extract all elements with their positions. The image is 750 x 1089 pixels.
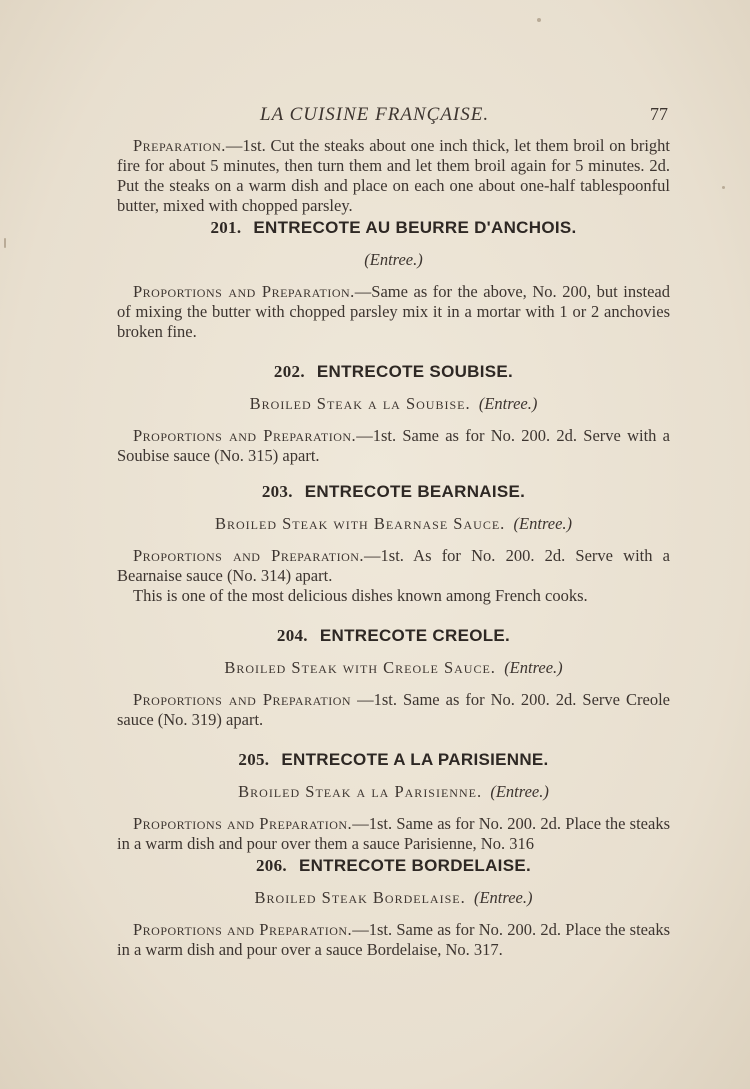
recipe-label: Proportions and Preparation. bbox=[133, 282, 355, 301]
recipe-subtitle-205 bbox=[117, 782, 670, 802]
recipe-text: —1st. Same as for No. 200. 2d. Place the steaks in a warm dish and pour over them a sauce Parisienne, No. 316 bbox=[117, 814, 671, 853]
recipe-label: Proportions and Preparation. bbox=[133, 426, 357, 445]
recipe-heading-205 bbox=[117, 750, 670, 770]
recipe-category: (Entree.) bbox=[478, 394, 538, 413]
recipe-body-204 bbox=[117, 690, 670, 730]
recipe-body-202 bbox=[117, 426, 670, 466]
recipe-label: Proportions and Preparation. bbox=[133, 814, 353, 833]
recipe-heading-204 bbox=[117, 626, 670, 646]
recipe-subtitle: Broiled Steak with Bearnase Sauce. bbox=[214, 514, 506, 533]
recipe-category: (Entree.) bbox=[473, 888, 533, 907]
paper-speck bbox=[4, 238, 6, 248]
recipe-subtitle-201 bbox=[117, 250, 670, 270]
recipe-category: (Entree.) bbox=[504, 658, 563, 677]
recipe-text: —Same as for the above, No. 200, but instead of mixing the butter with chopped parsley mix it in a mortar with 1 or 2 anchovies broken fine. bbox=[117, 282, 671, 341]
recipe-label: Proportions and Preparation bbox=[133, 690, 352, 709]
running-title: LA CUISINE FRANÇAISE. bbox=[260, 104, 490, 125]
recipe-note-203: This is one of the most delicious dishes known among French cooks. bbox=[133, 586, 588, 605]
recipe-subtitle: Broiled Steak a la Parisienne. bbox=[238, 782, 483, 801]
recipe-body-201 bbox=[117, 282, 670, 342]
recipe-number: 203. bbox=[261, 482, 293, 501]
recipe-text: —1st. Same as for No. 200. 2d. Place the steaks in a warm dish and pour over a sauce Bordelaise, No. 317. bbox=[117, 920, 671, 959]
recipe-heading-206 bbox=[117, 856, 670, 876]
intro-label: Preparation. bbox=[133, 136, 226, 155]
recipe-number: 205. bbox=[238, 750, 270, 769]
recipe-title: ENTRECOTE BORDELAISE. bbox=[298, 856, 531, 875]
recipe-body-203 bbox=[117, 546, 670, 586]
intro-text: —1st. Cut the steaks about one inch thick, let them broil on bright fire for about 5 minutes, then turn them and let them broil again for 5 minutes. 2d. Put the steaks on a warm dish and place on each one about one-half tablespoonful butter, mixed with chopped parsley. bbox=[117, 136, 670, 215]
intro-paragraph bbox=[117, 136, 670, 216]
recipe-number: 206. bbox=[256, 856, 287, 875]
page-number: 77 bbox=[650, 104, 668, 124]
recipe-category: (Entree.) bbox=[490, 782, 549, 801]
recipe-text: —1st. Same as for No. 200. 2d. Serve Creole sauce (No. 319) apart. bbox=[117, 690, 670, 729]
recipe-subtitle: Broiled Steak a la Soubise. bbox=[249, 394, 471, 413]
recipe-body-205 bbox=[117, 814, 670, 854]
recipe-title: ENTRECOTE AU BEURRE D'ANCHOIS. bbox=[253, 218, 577, 237]
recipe-text: —1st. As for No. 200. 2d. Serve with a Bearnaise sauce (No. 314) apart. bbox=[117, 546, 670, 585]
recipe-label: Proportions and Preparation. bbox=[133, 920, 353, 939]
recipe-heading-203 bbox=[117, 482, 670, 502]
recipe-subtitle-202 bbox=[117, 394, 670, 414]
recipe-label: Proportions and Preparation. bbox=[133, 546, 365, 565]
recipe-category: (Entree.) bbox=[364, 250, 423, 269]
recipe-text: —1st. Same as for No. 200. 2d. Serve with a Soubise sauce (No. 315) apart. bbox=[117, 426, 671, 465]
recipe-subtitle: Broiled Steak Bordelaise. bbox=[254, 888, 466, 907]
paper-speck bbox=[537, 18, 541, 22]
recipe-subtitle: Broiled Steak with Creole Sauce. bbox=[224, 658, 496, 677]
recipe-body-206 bbox=[117, 920, 670, 960]
recipe-subtitle-204 bbox=[117, 658, 670, 678]
recipe-subtitle-206 bbox=[117, 888, 670, 908]
recipe-heading-201 bbox=[117, 218, 670, 238]
recipe-subtitle-203 bbox=[117, 514, 670, 534]
recipe-title: ENTRECOTE SOUBISE. bbox=[316, 362, 514, 381]
page-content bbox=[117, 136, 670, 960]
recipe-title: ENTRECOTE A LA PARISIENNE. bbox=[281, 750, 549, 769]
recipe-category: (Entree.) bbox=[513, 514, 573, 533]
recipe-heading-202 bbox=[117, 362, 670, 382]
recipe-title: ENTRECOTE CREOLE. bbox=[319, 626, 511, 645]
running-head bbox=[120, 104, 670, 130]
recipe-number: 201. bbox=[210, 218, 242, 237]
recipe-number: 202. bbox=[273, 362, 305, 381]
paper-speck bbox=[722, 186, 725, 189]
recipe-title: ENTRECOTE BEARNAISE. bbox=[304, 482, 526, 501]
recipe-number: 204. bbox=[276, 626, 308, 645]
